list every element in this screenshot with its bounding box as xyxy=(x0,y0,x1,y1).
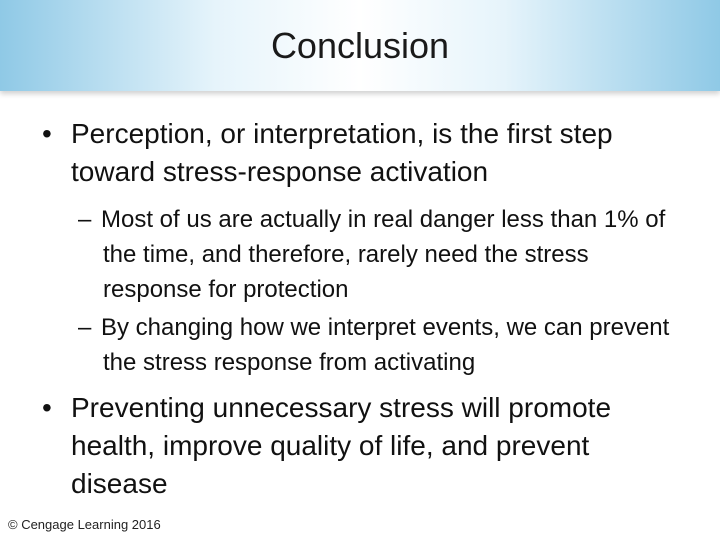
copyright-footer: © Cengage Learning 2016 xyxy=(8,517,161,532)
subbullet-text: By changing how we interpret events, we can prevent the stress response from activating xyxy=(101,314,670,376)
bullet-preventing-stress xyxy=(42,389,682,503)
bullet-text: Perception, or interpretation, is the first step toward stress-response activation xyxy=(71,118,613,187)
slide-title: Conclusion xyxy=(270,25,450,66)
subbullet-real-danger xyxy=(78,202,678,307)
subbullet-text: Most of us are actually in real danger less than 1% of the time, and therefore, rarely need the stress response for protection xyxy=(101,206,666,303)
bullet-marker: • xyxy=(42,392,52,423)
bullet-marker: • xyxy=(42,118,52,149)
subbullet-marker: – xyxy=(78,206,92,233)
bullet-perception xyxy=(42,115,682,191)
subbullet-marker: – xyxy=(78,314,92,341)
subbullet-interpretation xyxy=(78,310,678,380)
bullet-text: Preventing unnecessary stress will promote health, improve quality of life, and prevent disease xyxy=(71,392,612,499)
